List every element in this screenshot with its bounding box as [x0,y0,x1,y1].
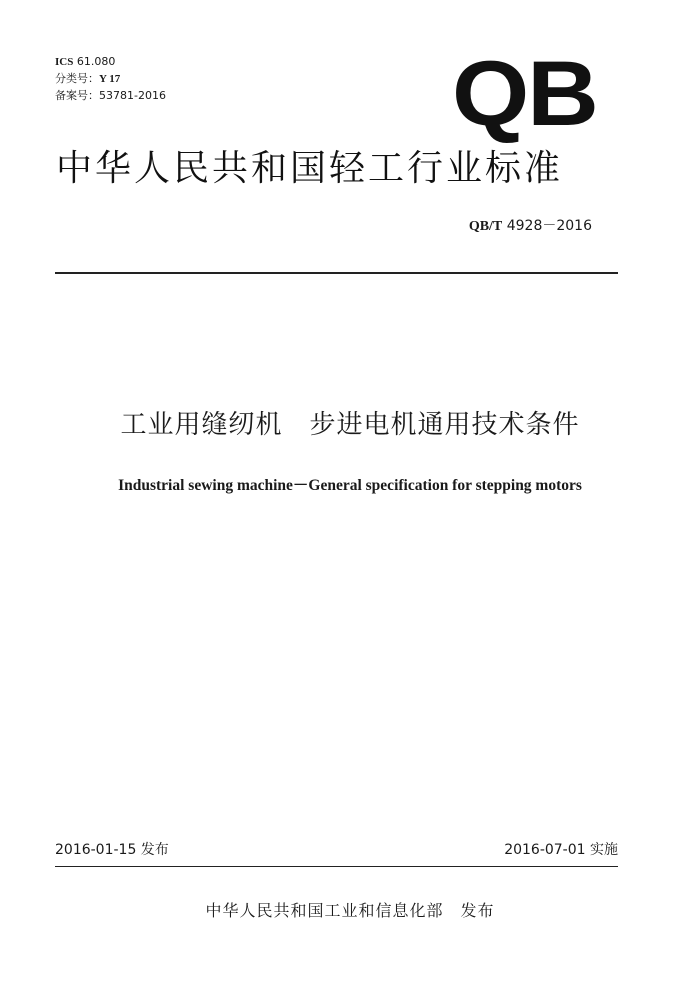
ics-label: ICS [55,56,74,68]
qb-logo: QB [452,43,597,145]
standard-code [469,215,592,235]
record-number [55,89,166,103]
standard-code-prefix: QB/T [468,219,503,234]
record-label: 备案号： [55,89,99,102]
ics-code [55,55,115,69]
document-title-english: Industrial sewing machine－General specification for stepping motors [118,477,582,494]
bottom-divider [55,866,618,867]
ics-value: 61.080 [76,55,116,68]
publisher: 中华人民共和国工业和信息化部 发布 [205,901,495,920]
classification-number [55,72,120,86]
record-value: 53781-2016 [99,89,166,102]
classification-value: Y 17 [99,73,121,85]
classification-label: 分类号： [55,72,99,85]
publish-date: 2016-01-15 发布 [55,842,169,858]
top-divider [55,272,618,274]
document-title-chinese: 工业用缝纫机 步进电机通用技术条件 [120,410,580,440]
implement-date: 2016-07-01 实施 [504,842,618,858]
standard-title: 中华人民共和国轻工行业标准 [56,148,564,189]
standard-code-number: 4928－2016 [506,218,592,234]
